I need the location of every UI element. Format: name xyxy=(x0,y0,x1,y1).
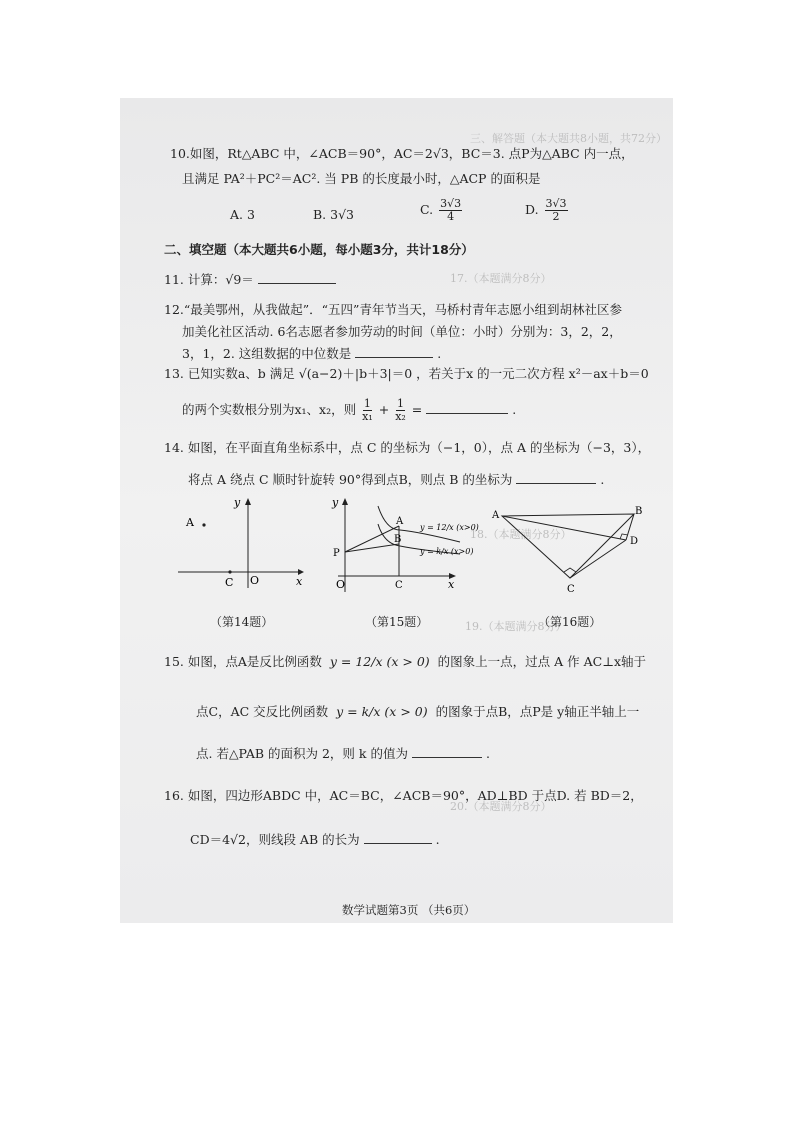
q10-option-c-num: 3√3 xyxy=(440,197,462,210)
fig16-right-angle-c xyxy=(564,568,576,572)
section2-heading: 二、填空题（本大题共6小题，每小题3分，共计18分） xyxy=(164,242,474,257)
fig16-segment-ad xyxy=(502,516,626,540)
fig16-point-a-label: A xyxy=(492,510,500,521)
caption-fig15: （第15题） xyxy=(365,615,429,629)
q11 xyxy=(164,272,336,288)
q13-fraction-1 xyxy=(362,398,373,423)
q13-line2: 的两个实数根分别为x₁、x₂，则 $\frac{1}{\text{x₁}}$ + $\frac{1}{\text{x₂}}$ = . xyxy=(182,397,517,423)
q13-f2-den: x₂ xyxy=(395,410,406,423)
fig14-y-label: y xyxy=(234,496,241,509)
q10-option-d xyxy=(525,198,570,223)
figure-15 xyxy=(320,494,490,594)
q16-line2-wrap: CD＝4√2，则线段 AB 的长为 . xyxy=(190,832,440,847)
q14-line1: 14. 如图，在平面直角坐标系中，点 C 的坐标为（−1，0），点 A 的坐标为（−3，3）， xyxy=(164,440,651,455)
fig15-point-a-label: A xyxy=(396,516,404,527)
q10-option-d-num: 3√3 xyxy=(545,197,567,210)
fig15-origin-label: O xyxy=(336,578,346,591)
q10-option-c-label: C. xyxy=(420,202,434,217)
q15-line1 xyxy=(164,654,646,670)
q10-line1: 10.如图，Rt△ABC 中，∠ACB＝90°，AC＝2√3，BC＝3. 点P为△ABC 内一点， xyxy=(170,146,634,161)
q16-line2: CD＝4√2，则线段 AB 的长为 xyxy=(190,832,360,847)
fig16-triangle-abc xyxy=(502,514,634,578)
q15-line1-start: 15. 如图，点A是反比例函数 xyxy=(164,654,322,669)
exam-page xyxy=(120,98,673,923)
fig15-point-p-label: P xyxy=(333,548,340,559)
bleed-text-3: 18.（本题满分8分） xyxy=(470,528,572,541)
q12-line3: 3，1，2. 这组数据的中位数是 xyxy=(182,346,352,361)
caption-fig14: （第14题） xyxy=(210,615,274,629)
fig14-x-label: x xyxy=(296,575,303,588)
q12-line2: 加美化社区活动. 6名志愿者参加劳动的时间（单位：小时）分别为：3，2，2， xyxy=(182,324,622,339)
fig14-point-a-label: A xyxy=(186,516,194,529)
fig16-segment-cd xyxy=(570,540,626,578)
bleed-text-5: 20.（本题满分8分） xyxy=(450,800,552,813)
q13-f1-num: 1 xyxy=(363,397,371,410)
fig15-point-c-label: C xyxy=(395,580,403,591)
q15-function-k-over-x: y = k/x (x > 0) xyxy=(336,704,428,719)
q10-option-b: B. 3√3 xyxy=(313,207,355,222)
q12-line3-wrap: 3，1，2. 这组数据的中位数是 . xyxy=(182,346,442,361)
fig16-point-d-label: D xyxy=(630,536,639,547)
q13-fraction-2 xyxy=(395,398,406,423)
q13-line1: 13. 已知实数a、b 满足 √(a−2)＋|b＋3|＝0 ，若关于x 的一元二次方程 x²－ax＋b＝0 xyxy=(164,366,649,381)
q13-equals: = xyxy=(411,402,423,417)
figure-16 xyxy=(488,502,648,602)
q16-line1: 16. 如图，四边形ABDC 中，AC＝BC，∠ACB＝90°，AD⊥BD 于点D. 若 BD＝2， xyxy=(164,788,643,803)
fig16-point-c-label: C xyxy=(567,584,575,595)
q15-line2-end: 的图象于点B，点P是 y轴正半轴上一 xyxy=(435,704,640,719)
q14-line2: 将点 A 绕点 C 顺时针旋转 90°得到点B，则点 B 的坐标为 xyxy=(188,472,513,487)
fig15-point-b-label: B xyxy=(394,534,402,545)
q13-f1-den: x₁ xyxy=(362,410,373,423)
q12-answer-blank xyxy=(355,356,433,358)
q10-line2: 且满足 PA²＋PC²＝AC². 当 PB 的长度最小时，△ACP 的面积是 xyxy=(182,171,541,186)
q15-function-12-over-x: y = 12/x (x > 0) xyxy=(329,654,430,669)
page-footer: 数学试题第3页 （共6页） xyxy=(342,903,476,917)
figure-14 xyxy=(176,490,316,590)
q11-answer-blank xyxy=(258,282,336,284)
fig14-origin-label: O xyxy=(250,574,260,587)
bleed-text-2: 17.（本题满分8分） xyxy=(450,272,552,285)
q13-plus: + xyxy=(378,402,390,417)
fig15-y-label: y xyxy=(332,496,339,509)
fig14-point-c-label: C xyxy=(225,576,234,589)
q15-line3-wrap: 点. 若△PAB 的面积为 2，则 k 的值为 . xyxy=(196,746,490,761)
fig16-point-b-label: B xyxy=(635,506,643,517)
fig15-curve1-label: y = 12/x (x>0) xyxy=(420,523,479,532)
q15-line3: 点. 若△PAB 的面积为 2，则 k 的值为 xyxy=(196,746,408,761)
q15-line2-start: 点C，AC 交反比例函数 xyxy=(196,704,329,719)
q13-line2-text: 的两个实数根分别为x₁、x₂，则 xyxy=(182,402,357,417)
q10-option-c xyxy=(420,198,464,223)
q15-answer-blank xyxy=(412,756,482,758)
q15-line1-end: 的图象上一点，过点 A 作 AC⊥x轴于 xyxy=(437,654,647,669)
q10-option-d-den: 2 xyxy=(552,210,560,223)
q13-answer-blank xyxy=(426,412,508,414)
bleed-text-1: 三、解答题（本大题共8小题，共72分） xyxy=(470,132,667,145)
fig15-curve2-label: y = k/x (x>0) xyxy=(420,547,474,556)
fig14-point-a xyxy=(202,523,205,526)
q16-answer-blank xyxy=(364,842,432,844)
caption-fig16: （第16题） xyxy=(538,615,602,629)
q12-line1: 12.“最美鄂州，从我做起”．“五四”青年节当天，马桥村青年志愿小组到胡林社区参 xyxy=(164,302,622,317)
q14-line2-wrap: 将点 A 绕点 C 顺时针旋转 90°得到点B，则点 B 的坐标为 . xyxy=(188,472,605,487)
fig14-point-c xyxy=(228,570,231,573)
q14-answer-blank xyxy=(516,482,596,484)
q10-option-c-fraction xyxy=(439,198,462,223)
q10-option-d-fraction xyxy=(545,198,568,223)
q15-line2 xyxy=(196,704,639,720)
q10-option-a: A. 3 xyxy=(230,207,255,222)
q11-text: 11. 计算：√9＝ xyxy=(164,272,254,287)
fig15-x-label: x xyxy=(448,578,455,591)
q13-f2-num: 1 xyxy=(397,397,404,410)
bleed-text-4: 19.（本题满分8分） xyxy=(465,620,567,633)
q10-option-c-den: 4 xyxy=(447,210,455,223)
q10-option-d-label: D. xyxy=(525,202,539,217)
